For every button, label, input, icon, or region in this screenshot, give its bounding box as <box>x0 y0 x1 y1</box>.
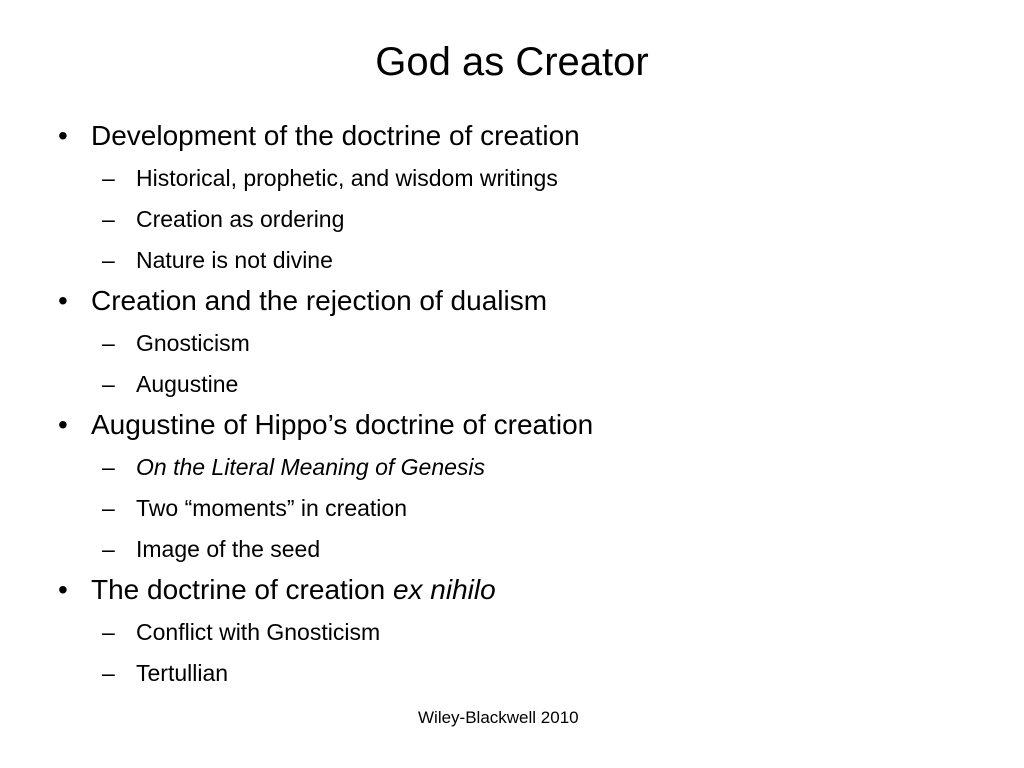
bullet-heading <box>58 570 978 610</box>
dash-icon: – <box>102 330 115 356</box>
bullet-list <box>58 116 978 694</box>
dash-icon: – <box>102 247 115 273</box>
sub-bullet-text: Two “moments” in creation <box>136 495 407 521</box>
sub-bullet <box>58 488 978 529</box>
dash-icon: – <box>102 206 115 232</box>
section-augustine <box>58 405 978 570</box>
bullet-icon: • <box>58 120 68 151</box>
bullet-icon: • <box>58 285 68 316</box>
bullet-text-italic: ex nihilo <box>392 574 496 605</box>
sub-bullet <box>58 158 978 199</box>
bullet-heading <box>58 116 978 156</box>
sub-bullet-text: Tertullian <box>136 660 229 686</box>
sub-bullet <box>58 612 978 653</box>
sub-bullet-text: Augustine <box>136 371 239 397</box>
sub-bullet <box>58 323 978 364</box>
sub-bullet-text: Conflict with Gnosticism <box>136 619 381 645</box>
bullet-text: Augustine of Hippo’s doctrine of creation <box>91 409 594 440</box>
sub-bullet-text: Historical, prophetic, and wisdom writings <box>136 165 558 191</box>
dash-icon: – <box>102 536 115 562</box>
dash-icon: – <box>102 660 115 686</box>
sub-bullet <box>58 447 978 488</box>
dash-icon: – <box>102 619 115 645</box>
sub-bullet <box>58 653 978 694</box>
sub-bullet-text: Gnosticism <box>136 330 250 356</box>
bullet-text: The doctrine of creation <box>91 574 386 605</box>
bullet-heading <box>58 405 978 445</box>
dash-icon: – <box>102 165 115 191</box>
sub-bullet <box>58 364 978 405</box>
section-dualism <box>58 281 978 405</box>
sub-bullet-text: Nature is not divine <box>136 247 333 273</box>
dash-icon: – <box>102 495 115 521</box>
dash-icon: – <box>102 454 115 480</box>
dash-icon: – <box>102 371 115 397</box>
sub-bullet <box>58 529 978 570</box>
section-ex-nihilo <box>58 570 978 694</box>
bullet-text: Development of the doctrine of creation <box>91 120 580 151</box>
sub-bullet-text: Creation as ordering <box>136 206 345 232</box>
sub-bullet <box>58 240 978 281</box>
bullet-text: Creation and the rejection of dualism <box>91 285 548 316</box>
section-development <box>58 116 978 281</box>
sub-bullet-text: Image of the seed <box>136 536 321 562</box>
sub-bullet-text-italic: On the Literal Meaning of Genesis <box>136 454 486 480</box>
bullet-heading <box>58 281 978 321</box>
sub-bullet <box>58 199 978 240</box>
footer-credit: Wiley-Blackwell 2010 <box>418 708 579 727</box>
slide-title: God as Creator <box>375 40 649 84</box>
bullet-icon: • <box>58 409 68 440</box>
bullet-icon: • <box>58 574 68 605</box>
